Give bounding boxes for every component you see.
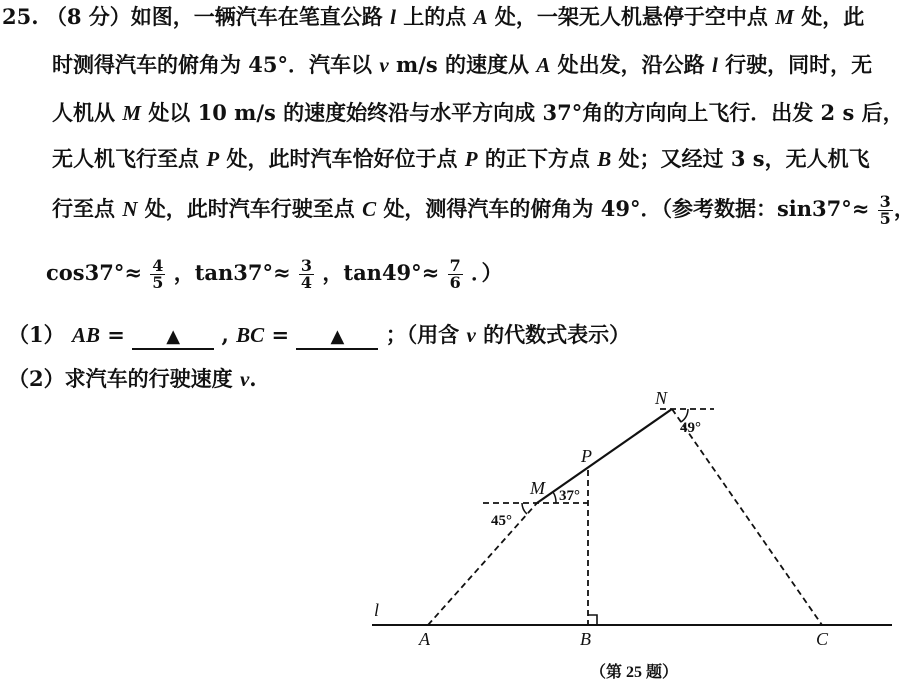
- text-segment: 行至点: [52, 196, 115, 221]
- angle-arc-37: [553, 492, 556, 503]
- symbol-P: P: [464, 147, 478, 171]
- text-segment: 处，此时汽车行驶至点: [144, 196, 355, 221]
- fraction-numerator: 7: [449, 256, 461, 275]
- text-segment: 如图，一辆汽车在笔直公路: [130, 4, 383, 29]
- segment-BC: BC: [236, 323, 265, 347]
- text-segment: 人机从: [52, 100, 115, 125]
- text-segment: 行驶，同时，无: [725, 52, 873, 77]
- question-1-suffix-2: 的代数式表示）: [483, 322, 631, 347]
- text-segment: ．）: [471, 260, 503, 285]
- sightline-am: [428, 503, 537, 625]
- answer-blank-ab[interactable]: ▲: [132, 326, 214, 350]
- fraction-numerator: 3: [300, 256, 313, 275]
- problem-number: 25.: [2, 4, 39, 29]
- text-segment: cos37°≈: [46, 260, 142, 285]
- question-1-suffix: ；（用含: [385, 322, 460, 347]
- text-segment: 上的点: [403, 4, 467, 29]
- text-segment: 处，此: [801, 4, 865, 29]
- flight-path: [537, 409, 672, 503]
- question-2-end: .: [249, 366, 257, 391]
- point-label-C: C: [816, 629, 829, 649]
- symbol-C: C: [362, 197, 377, 221]
- question-1-prefix: （1）: [8, 322, 65, 347]
- symbol-A: A: [473, 5, 488, 29]
- angle-label-45: 45°: [491, 513, 512, 529]
- text-segment: 处出发，沿公路: [557, 52, 705, 77]
- text-segment: 处，一架无人机悬停于空中点: [494, 4, 768, 29]
- symbol-l: l: [711, 53, 718, 77]
- text-segment: ，tan49°≈: [322, 260, 440, 285]
- symbol-v: v: [379, 53, 389, 77]
- fraction-numerator: 3: [879, 192, 891, 211]
- answer-blank-bc[interactable]: ▲: [296, 326, 378, 350]
- symbol-v: v: [239, 367, 250, 391]
- point-label-l: l: [374, 600, 380, 620]
- text-segment: 处，此时汽车恰好位于点: [226, 146, 458, 171]
- text-segment: 时测得汽车的俯角为 45°．汽车以: [52, 52, 373, 77]
- fraction-numerator: 4: [152, 256, 164, 275]
- symbol-l: l: [390, 5, 396, 29]
- right-angle-mark: [588, 615, 597, 625]
- point-label-N: N: [655, 388, 668, 408]
- fraction-denominator: 5: [152, 273, 164, 292]
- symbol-P: P: [206, 147, 220, 171]
- angle-label-37: 37°: [559, 488, 580, 504]
- problem-score: （8 分）: [45, 4, 131, 29]
- text-segment: 的正下方点: [484, 146, 590, 171]
- fraction-denominator: 5: [879, 209, 891, 228]
- problem-line-5: 行至点 N 处，此时汽车行驶至点 C 处，测得汽车的俯角为 49°．（参考数据：sin37°≈ $\frac{3}{5}$ ，: [52, 192, 915, 228]
- symbol-M: M: [122, 101, 141, 125]
- point-label-P: P: [581, 446, 592, 466]
- fraction-denominator: 6: [449, 273, 461, 292]
- text-segment: 无人机飞行至点: [52, 146, 199, 171]
- symbol-M: M: [775, 5, 794, 29]
- figure-caption: （第 25 题）: [590, 664, 679, 681]
- symbol-N: N: [122, 197, 138, 221]
- separator: ,: [221, 322, 229, 347]
- equals-sign: =: [107, 322, 125, 347]
- point-label-M: M: [530, 478, 545, 498]
- text-segment: m/s 的速度从: [396, 52, 530, 77]
- text-segment: 处以 10 m/s 的速度始终沿与水平方向成 37°角的方向向上飞行．出发 2 s 后，: [148, 100, 904, 125]
- angle-label-49: 49°: [680, 420, 701, 436]
- question-2-text: （2）求汽车的行驶速度: [8, 366, 233, 391]
- point-label-A: A: [419, 629, 430, 649]
- angle-arc-45: [522, 503, 527, 514]
- text-segment: 处；又经过 3 s，无人机飞: [618, 146, 870, 171]
- symbol-v: v: [466, 323, 476, 347]
- symbol-B: B: [597, 147, 612, 171]
- point-label-B: B: [580, 629, 591, 649]
- sightline-nc: [672, 409, 822, 625]
- segment-AB: AB: [71, 323, 100, 347]
- equals-sign: =: [271, 322, 290, 347]
- fraction-denominator: 4: [300, 273, 313, 292]
- text-segment: 处，测得汽车的俯角为 49°．（参考数据：sin37°≈: [383, 196, 870, 221]
- text-segment: ，tan37°≈: [173, 260, 291, 285]
- symbol-A: A: [536, 53, 551, 77]
